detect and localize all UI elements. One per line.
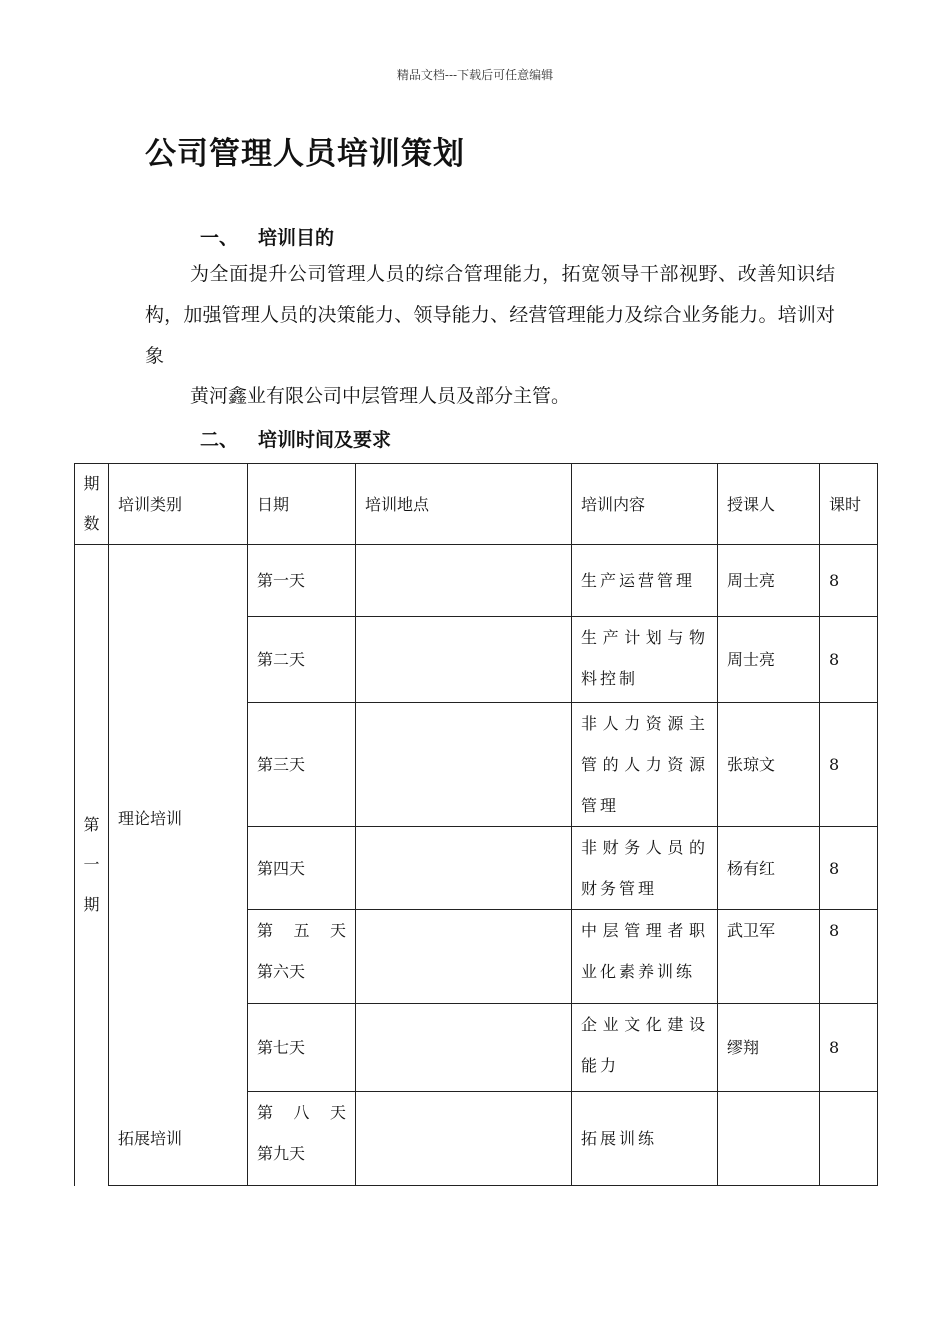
section-number: 一、 xyxy=(200,227,239,249)
content-cell: 中层管理者职业化素养训练 xyxy=(572,910,718,1004)
category-expand: 拓展培训 xyxy=(109,1092,248,1186)
hours-cell xyxy=(820,1092,878,1186)
date-line: 第 八 天 xyxy=(257,1103,346,1122)
header-stage xyxy=(75,464,109,545)
table-header-row xyxy=(75,464,878,545)
hours-cell: 8 xyxy=(820,1004,878,1092)
section-title: 培训目的 xyxy=(258,227,335,249)
header-date: 日期 xyxy=(248,464,356,545)
date-cell xyxy=(248,1092,356,1186)
date-cell: 第七天 xyxy=(248,1004,356,1092)
date-cell: 第一天 xyxy=(248,545,356,617)
location-cell xyxy=(356,1092,572,1186)
header-stage-line: 期 xyxy=(83,474,100,493)
date-cell xyxy=(248,910,356,1004)
lecturer-cell: 武卫军 xyxy=(718,910,820,1004)
stage-char: 第 xyxy=(83,815,100,835)
date-line: 第 五 天 xyxy=(257,921,346,940)
header-lecturer: 授课人 xyxy=(718,464,820,545)
location-cell xyxy=(356,1004,572,1092)
purpose-paragraph xyxy=(145,254,835,377)
location-cell xyxy=(356,703,572,827)
content-cell: 生产运营管理 xyxy=(572,545,718,617)
location-cell xyxy=(356,827,572,910)
location-cell xyxy=(356,910,572,1004)
purpose-text: 为全面提升公司管理人员的综合管理能力，拓宽领导干部视野、改善知识结构，加强管理人员的决策能力、领导能力、经营管理能力及综合业务能力。培训对象 xyxy=(145,263,835,367)
date-cell: 第三天 xyxy=(248,703,356,827)
page-title: 公司管理人员培训策划 xyxy=(145,136,465,172)
section-number: 二、 xyxy=(200,429,239,451)
table-row xyxy=(75,545,878,617)
schedule-table xyxy=(74,463,878,1186)
location-cell xyxy=(356,545,572,617)
content-cell: 拓展训练 xyxy=(572,1092,718,1186)
header-hours: 课时 xyxy=(820,464,878,545)
hours-cell: 8 xyxy=(820,703,878,827)
category-theory: 理论培训 xyxy=(109,545,248,1092)
hours-cell: 8 xyxy=(820,910,878,1004)
table-row xyxy=(75,1092,878,1186)
content-cell: 非财务人员的财务管理 xyxy=(572,827,718,910)
lecturer-cell: 缪翔 xyxy=(718,1004,820,1092)
header-location: 培训地点 xyxy=(356,464,572,545)
lecturer-cell xyxy=(718,1092,820,1186)
stage-char: 一 xyxy=(83,855,100,875)
section-title: 培训时间及要求 xyxy=(258,429,392,451)
header-category: 培训类别 xyxy=(109,464,248,545)
location-cell xyxy=(356,617,572,703)
header-content: 培训内容 xyxy=(572,464,718,545)
content-cell: 非人力资源主管的人力资源管理 xyxy=(572,703,718,827)
section-heading-schedule xyxy=(200,425,391,452)
stage-char: 期 xyxy=(83,895,100,915)
audience-paragraph: 黄河鑫业有限公司中层管理人员及部分主管。 xyxy=(190,385,571,407)
date-cell: 第二天 xyxy=(248,617,356,703)
hours-cell: 8 xyxy=(820,617,878,703)
hours-cell: 8 xyxy=(820,827,878,910)
content-cell: 生产计划与物料控制 xyxy=(572,617,718,703)
hours-cell: 8 xyxy=(820,545,878,617)
date-cell: 第四天 xyxy=(248,827,356,910)
date-line: 第九天 xyxy=(257,1144,306,1163)
lecturer-cell: 周士亮 xyxy=(718,617,820,703)
header-note: 精品文档---下载后可任意编辑 xyxy=(396,68,554,82)
header-stage-line: 数 xyxy=(83,514,100,533)
date-line: 第六天 xyxy=(257,962,306,981)
content-cell: 企业文化建设能力 xyxy=(572,1004,718,1092)
lecturer-cell: 杨有红 xyxy=(718,827,820,910)
lecturer-cell: 张琼文 xyxy=(718,703,820,827)
section-heading-purpose xyxy=(200,223,334,250)
lecturer-cell: 周士亮 xyxy=(718,545,820,617)
stage-cell xyxy=(75,545,109,1186)
